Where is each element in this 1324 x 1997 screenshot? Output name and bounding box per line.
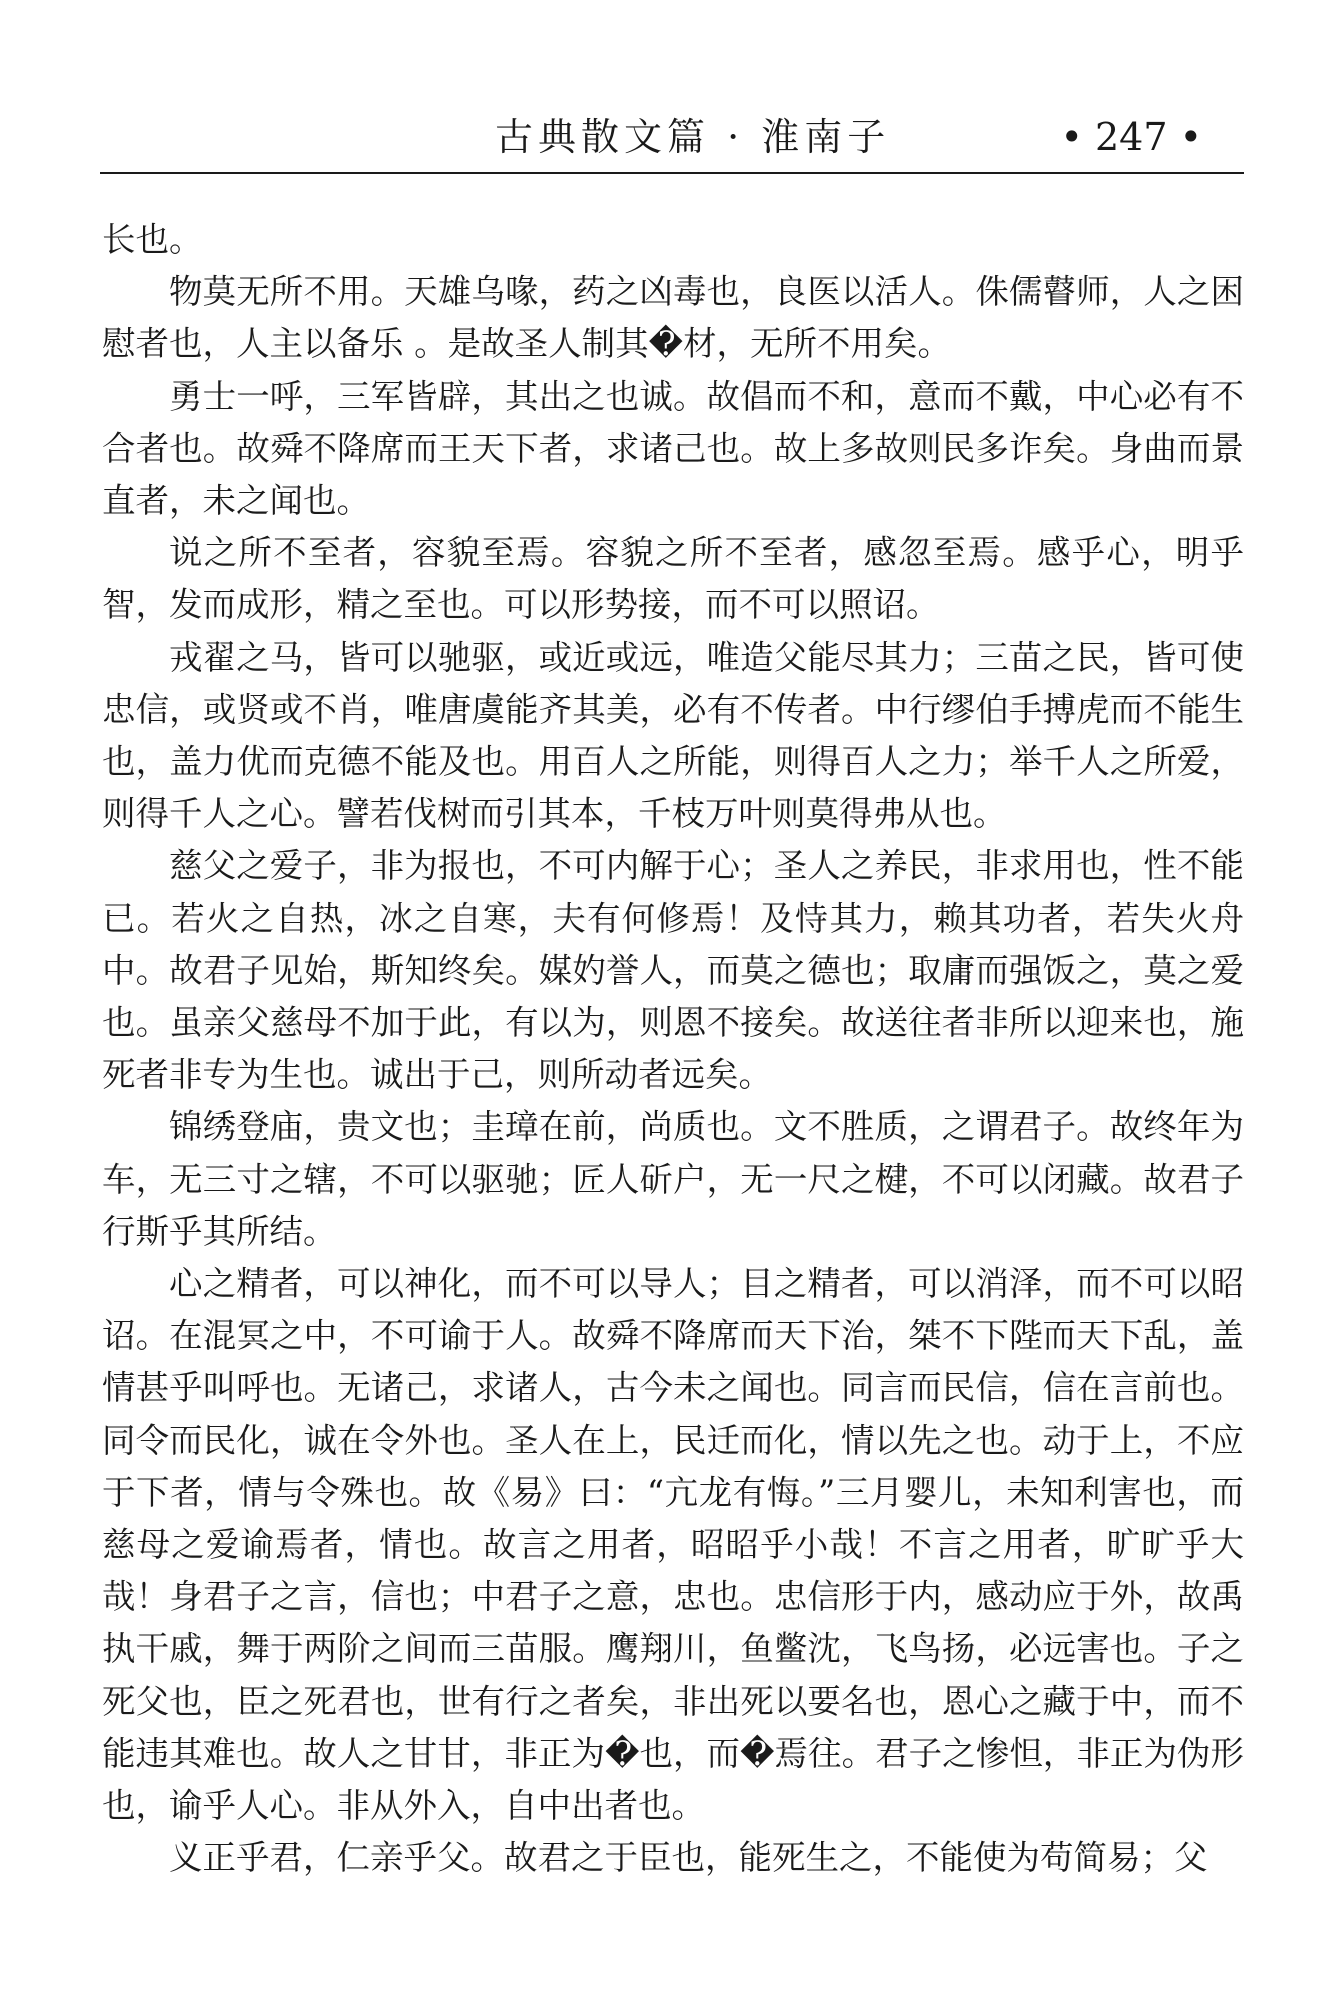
paragraph: 义正乎君，仁亲乎父。故君之于臣也，能死生之，不能使为苟简易；父	[169, 1838, 1208, 1878]
paragraph: 慈父之爱子，非为报也，不可内解于心；圣人之养民，非求用也，性不能已。若火之自热，冰之自寒，夫有何修焉！及恃其力，赖其功者，若失火舟中。故君子见始，斯知终矣。媒妁誉人，而莫之德也；取庸而强饭之，莫之爱也。虽亲父慈母不加于此，有以为，则恩不接矣。故送往者非所以迎来也，施死者非专为生也。诚出于己，则所动者远矣。	[102, 846, 1244, 1095]
paragraph: 心之精者，可以神化，而不可以导人；目之精者，可以消泽，而不可以昭诏。在混冥之中，不可谕于人。故舜不降席而天下治，桀不下陛而天下乱，盖情甚乎叫呼也。无诸己，求诸人，古今未之闻也。同言而民信，信在言前也。同令而民化，诚在令外也。圣人在上，民迁而化，情以先之也。动于上，不应于下者，情与令殊也。故《易》曰：“亢龙有悔。”三月婴儿，未知利害也，而慈母之爱谕焉者，情也。故言之用者，昭昭乎小哉！不言之用者，旷旷乎大哉！身君子之言，信也；中君子之意，忠也。忠信形于内，感动应于外，故禹执干戚，舞于两阶之间而三苗服。鹰翔川，鱼鳖沈，飞鸟扬，必远害也。子之死父也，臣之死君也，世有行之者矣，非出死以要名也，恩心之藏于中，而不能违其难也。故人之甘甘，非正为�也，而�焉往。君子之惨怛，非正为伪形也，谕乎人心。非从外入，自中出者也。	[102, 1264, 1244, 1826]
paragraph: 勇士一呼，三军皆辟，其出之也诚。故倡而不和，意而不戴，中心必有不合者也。故舜不降席而王天下者，求诸己也。故上多故则民多诈矣。身曲而景直者，未之闻也。	[102, 376, 1244, 521]
running-header	[100, 108, 1244, 166]
paragraph: 物莫无所不用。天雄乌喙，药之凶毒也，良医以活人。侏儒瞽师，人之困慰者也，人主以备乐 。是故圣人制其�材，无所不用矣。	[102, 272, 1244, 364]
header-title: 古典散文篇 · 淮南子	[495, 115, 891, 159]
header-rule	[100, 172, 1244, 174]
paragraph: 说之所不至者，容貌至焉。容貌之所不至者，感忽至焉。感乎心，明乎智，发而成形，精之至也。可以形势接，而不可以照诏。	[102, 533, 1244, 625]
page-number: • 247 •	[1060, 115, 1202, 159]
paragraph-continued: 长也。	[102, 220, 203, 259]
body-text	[102, 214, 1244, 1885]
paragraph: 戎翟之马，皆可以驰驱，或近或远，唯造父能尽其力；三苗之民，皆可使忠信，或贤或不肖，唯唐虞能齐其美，必有不传者。中行缪伯手搏虎而不能生也，盖力优而克德不能及也。用百人之所能，则得百人之力；举千人之所爱，则得千人之心。譬若伐树而引其本，千枝万叶则莫得弗从也。	[102, 637, 1244, 834]
paragraph: 锦绣登庙，贵文也；圭璋在前，尚质也。文不胜质，之谓君子。故终年为车，无三寸之辖，不可以驱驰；匠人斫户，无一尺之楗，不可以闭藏。故君子行斯乎其所结。	[102, 1107, 1244, 1251]
